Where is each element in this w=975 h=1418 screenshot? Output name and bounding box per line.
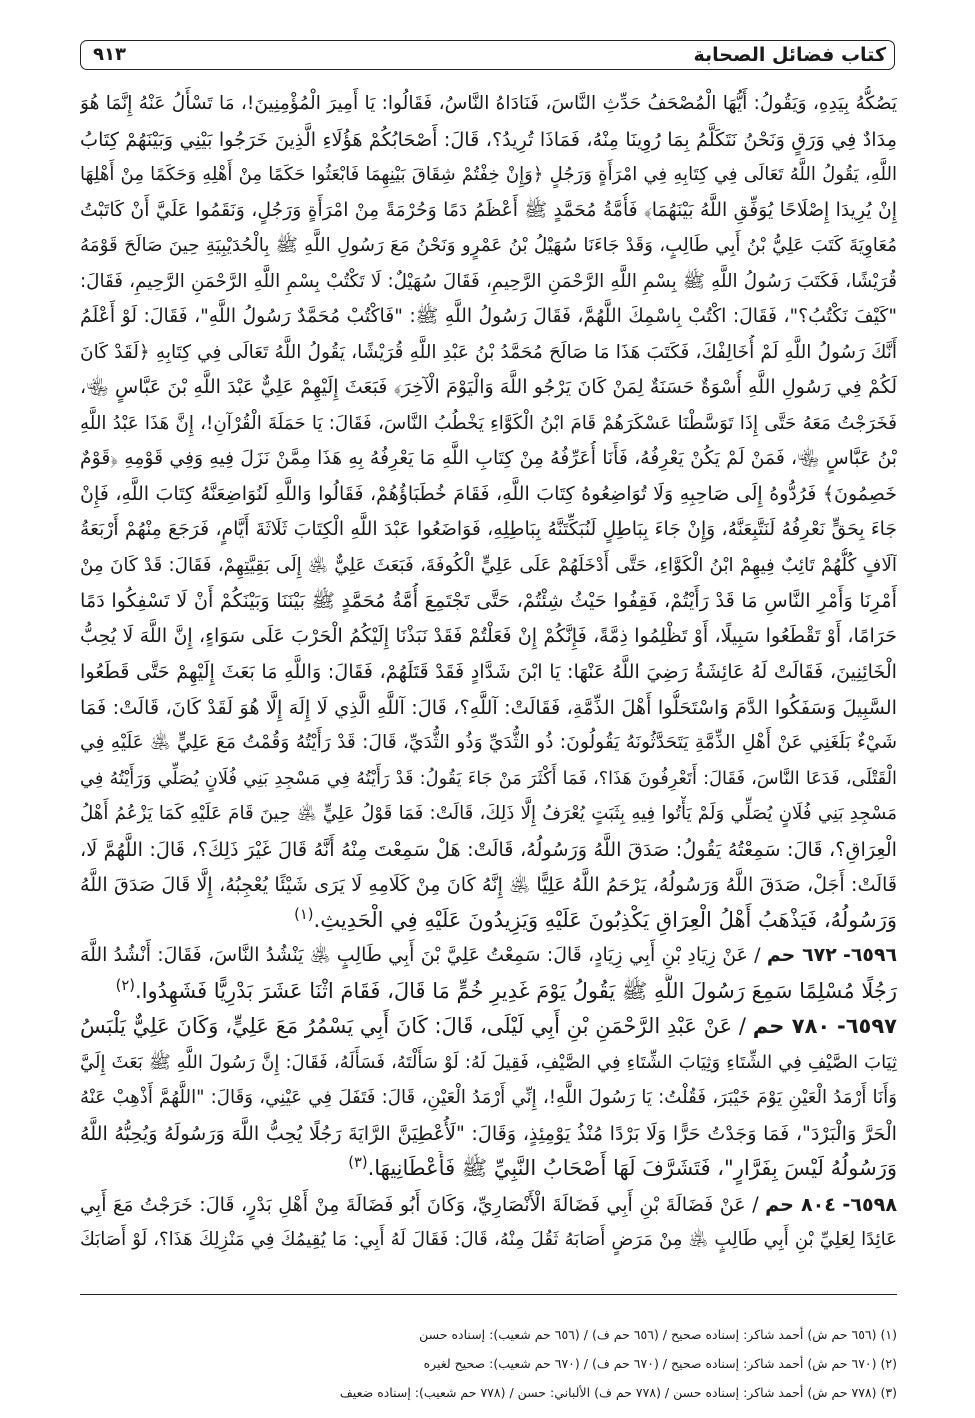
text-line: السَّبِيلَ وَسَفَكُوا الدَّمَ وَاسْتَحَلُّوا أَهْلَ الذِّمَّةِ، فَقَالَتْ: آللَّهِ؟، قَالَ: آللَّهِ الَّذِي لَا إِلَهَ إِلَّا هُوَ لَقَدْ كَانَ، قَالَتْ: فَمَا <box>80 695 897 719</box>
hadith-reference: ٨٠٤ حم <box>765 1192 836 1216</box>
hadith-number: ٦٥٩٨- <box>842 1192 897 1216</box>
text-line <box>80 1009 897 1045</box>
footnote: (٢) (٦٧٠ حم ش) أحمد شاكر: إسناده صحيح / (٦٧٠ حم ف) / (٦٧٠ حم شعيب): صحيح لغيره <box>423 1356 897 1371</box>
text-line: شَيْءٌ بَلَغَنِي عَنْ أَهْلِ الذِّمَّةِ يَتَحَدَّثُونَهُ يَقُولُونَ: ذُو الثُّدَيِّ وَذُو الثُّدَيِّ، قَالَ: قَدْ رَأَيْتُهُ وَقُمْتُ مَعَ عَلِيٍّ ﵁ عَلَيْهِ فِي <box>80 732 897 753</box>
text-line: بْنُ عَبَّاسٍ ﵄، فَمَنْ لَمْ يَكُنْ يَعْرِفُهُ، فَأَنَا أُعَرِّفُهُ مِنْ كِتَابِ اللَّهِ مَا يَعْرِفُهُ بِهِ هَذَا مِمَّنْ نَزَلَ فِيهِ وَفِي قَوْمِهِ ﴿قَوْمٌ <box>80 448 897 469</box>
text-line: مِدَادٌ فِي وَرَقٍ وَنَحْنُ نَتَكَلَّمُ بِمَا رُوِينَا مِنْهُ، فَمَاذَا تُرِيدُ؟، قَالَ: أَصْحَابُكُمْ هَؤُلَاءِ الَّذِينَ خَرَجُوا بَيْنِي وَبَيْنَهُمْ كِتَابُ <box>80 127 897 151</box>
line-text: / عَنْ فَضَالَةَ بْنِ أَبِي فَضَالَةَ الْأَنْصَارِيِّ، وَكَانَ أَبُو فَضَالَةَ مِنْ أَهْلِ بَدْرٍ، قَالَ: خَرَجْتُ مَعَ أَبِي <box>80 1192 759 1216</box>
text-line: مَسْجِدِ بَنِي فُلَانٍ يُصَلِّي وَلَمْ يَأْتُوا فِيهِ بِثَبَتٍ يُعْرَفُ إِلَّا ذَلِكَ، قَالَتْ: فَمَا قَوْلُ عَلِيٍّ ﵁ حِينَ قَامَ عَلَيْهِ كَمَا يَزْعُمُ أَهْلُ <box>80 803 897 824</box>
text-line <box>80 1187 897 1223</box>
text-line: حَرَامًا، أَوْ تَقْطَعُوا سَبِيلًا، أَوْ تَظْلِمُوا ذِمَّةً، فَإِنَّكُمْ إِنْ فَعَلْتُمْ فَقَدْ نَبَذْنَا إِلَيْكُمُ الْحَرْبَ عَلَى سَوَاءٍ، إِنَّ اللَّهَ لَا يُحِبُّ <box>80 624 897 647</box>
book-title: كتاب فضائل الصحابة <box>693 44 886 66</box>
page-number: ٩١٣ <box>93 44 126 65</box>
text-line: يَصُكُّهُ بِيَدِهِ، وَيَقُولُ: أَيُّهَا الْمُصْحَفُ حَدِّثِ النَّاسَ، فَنَادَاهُ النَّاسُ، فَقَالُوا: يَا أَمِيرَ الْمُؤْمِنِينَ!، مَا تَسْأَلُ عَنْهُ إِنَّمَا هُوَ <box>80 93 897 114</box>
text-line: قُرَيْشًا، فَكَتَبَ رَسُولُ اللَّهِ ﷺ بِسْمِ اللَّهِ الرَّحْمَنِ الرَّحِيمِ، فَقَالَ سُهَيْلٌ: لَا تَكْتُبْ بِسْمِ اللَّهِ الرَّحْمَنِ الرَّحِيمِ، فَقَالَ: <box>80 270 897 292</box>
footnote: (١) (٦٥٦ حم ش) أحمد شاكر: إسناده صحيح / (٦٥٦ حم ف) / (٦٥٦ حم شعيب): إسناده حسن <box>419 1327 897 1342</box>
text-line: ثِيَابَ الصَّيْفِ فِي الشِّتَاءِ وَثِيَابَ الشِّتَاءِ فِي الصَّيْفِ، فَقِيلَ لَهُ: لَوْ سَأَلْتَهُ، فَسَأَلَهُ، فَقَالَ: إِنَّ رَسُولَ اللَّهِ ﷺ بَعَثَ إِلَيَّ <box>80 1051 897 1073</box>
text-line: جَاءَ بِحَقٍّ نَعْرِفُهُ لَنَتَّبِعَنَّهُ، وَإِنْ جَاءَ بِبَاطِلٍ لَنُبَكِّتَنَّهُ بِبَاطِلِهِ، فَوَاضَعُوا عَبْدَ اللَّهِ الْكِتَابَ ثَلَاثَةَ أَيَّامٍ، فَرَجَعَ مِنْهُمْ أَرْبَعَةُ <box>80 519 897 540</box>
text-line <box>80 903 897 939</box>
text-line <box>80 938 897 974</box>
line-text: وَرَسُولُهُ، فَيَذْهَبُ أَهْلُ الْعِرَاقِ يَكْذِبُونَ عَلَيْهِ وَيَزِيدُونَ عَلَيْهِ فِي الْحَدِيثِ. <box>313 907 897 932</box>
text-line <box>80 1151 897 1187</box>
hadith-number: ٦٥٩٦- <box>843 944 897 966</box>
text-line: وَأَنَا أَرْمَدُ الْعَيْنِ يَوْمَ خَيْبَرَ، فَقُلْتُ: يَا رَسُولَ اللَّهِ!، إِنِّي أَرْمَدُ الْعَيْنِ، قَالَ: فَتَفَلَ فِي عَيْنِي، وَقَالَ: "اللَّهُمَّ أَذْهِبْ عَنْهُ <box>80 1087 897 1108</box>
text-line: عَائِدًا لِعَلِيِّ بْنِ أَبِي طَالِبٍ ﵁ مِنْ مَرَضٍ أَصَابَهُ ثَقُلَ مِنْهُ، قَالَ: فَقَالَ لَهُ أَبِي: مَا يُقِيمُكَ فِي مَنْزِلِكَ هَذَا؟، لَوْ أَصَابَكَ <box>80 1229 897 1250</box>
footnote-marker: (٢) <box>115 976 135 994</box>
text-line: الْعِرَاقِ؟، قَالَ: سَمِعْتُهُ يَقُولُ: صَدَقَ اللَّهُ وَرَسُولُهُ، قَالَتْ: هَلْ سَمِعْتَ مِنْهُ أَنَّهُ قَالَ غَيْرَ ذَلِكَ؟، قَالَ: اللَّهُمَّ لَا، <box>80 837 897 861</box>
footnote-marker: (١) <box>294 905 314 923</box>
footnote-marker: (٣) <box>348 1154 368 1171</box>
text-line: خَصِمُونَ﴾ فَرُدُّوهُ إِلَى صَاحِبِهِ وَلَا تُوَاضِعُوهُ كِتَابَ اللَّهِ، فَقَامَ خُطَبَاؤُهُمْ، فَقَالُوا وَاللَّهِ لَنُوَاضِعَنَّهُ كِتَابَ اللَّهِ، فَإِنْ <box>80 482 897 505</box>
hadith-number: ٦٥٩٧- <box>836 1014 897 1038</box>
text-line: اللَّهِ، يَقُولُ اللَّهُ تَعَالَى فِي كِتَابِهِ فِي امْرَأَةٍ وَرَجُلٍ ﴿وَإِنْ خِفْتُمْ شِقَاقَ بَيْنِهِمَا فَابْعَثُوا حَكَمًا مِنْ أَهْلِهِ وَحَكَمًا مِنْ أَهْلِهَا <box>80 164 897 185</box>
text-line: إِنْ يُرِيدَا إِصْلَاحًا يُوَفِّقِ اللَّهُ بَيْنَهُمَا﴾ فَأُمَّةُ مُحَمَّدٍ ﷺ أَعْظَمُ دَمًا وَحُرْمَةً مِنْ امْرَأَةٍ وَرَجُلٍ، وَنَقَمُوا عَلَيَّ أَنْ كَاتَبْتُ <box>80 199 897 221</box>
text-line: أَمْرِنَا وَأَمْرِ النَّاسِ مَا قَدْ رَأَيْتُمْ، فَقِفُوا حَيْثُ شِئْتُمْ، حَتَّى تَجْتَمِعَ أُمَّةُ مُحَمَّدٍ ﷺ بَيْنَنَا وَبَيْنَكُمْ أَنْ لَا تَسْفِكُوا دَمًا <box>80 589 897 612</box>
text-line: الْقَتْلَى، فَدَعَا النَّاسَ، فَقَالَ: أَتَعْرِفُونَ هَذَا؟، فَمَا أَكْثَرَ مَنْ جَاءَ يَقُولُ: قَدْ رَأَيْتُهُ فِي مَسْجِدِ بَنِي فُلَانٍ يُصَلِّي وَرَأَيْتُهُ فِي <box>80 767 897 789</box>
text-line: قَالَتْ: أَجَلْ، صَدَقَ اللَّهُ وَرَسُولُهُ، يَرْحَمُ اللَّهُ عَلِيًّا ﵁ إِنَّهُ كَانَ مِنْ كَلَامِهِ لَا يَرَى شَيْئًا يُعْجِبُهُ، إِلَّا قَالَ صَدَقَ اللَّهُ <box>80 873 897 896</box>
text-line <box>80 974 897 1010</box>
text-line: لَكُمْ فِي رَسُولِ اللَّهِ أُسْوَةٌ حَسَنَةٌ لِمَنْ كَانَ يَرْجُو اللَّهَ وَالْيَوْمَ الْآخِرَ﴾ فَبَعَثَ إِلَيْهِمْ عَلِيٌّ عَبْدَ اللَّهِ بْنَ عَبَّاسٍ ﵄، <box>80 376 897 398</box>
line-text: / عَنْ عَبْدِ الرَّحْمَنِ بْنِ أَبِي لَيْلَى، قَالَ: كَانَ أَبِي يَسْمُرُ مَعَ عَلِيٍّ، وَكَانَ عَلِيٌّ يَلْبَسُ <box>80 1014 746 1038</box>
line-text: وَرَسُولُهُ لَيْسَ بِفَرَّارٍ"، فَتَشَرَّفَ لَهَا أَصْحَابُ النَّبِيِّ ﷺ فَأَعْطَانِيهَا. <box>367 1156 897 1180</box>
line-text: / عَنْ زِيَادِ بْنِ أَبِي زِيَادٍ، قَالَ: سَمِعْتُ عَلِيَّ بْنَ أَبِي طَالِبٍ ﵁ يَنْشُدُ النَّاسَ، فَقَالَ: أَنْشُدُ اللَّهَ <box>80 944 761 966</box>
text-line: أَنَّكَ رَسُولُ اللَّهِ لَمْ أُخَالِفْكَ، فَكَتَبَ هَذَا مَا صَالَحَ مُحَمَّدُ بْنُ عَبْدِ اللَّهِ قُرَيْشًا، يَقُولُ اللَّهُ تَعَالَى فِي كِتَابِهِ ﴿لَقَدْ كَانَ <box>80 341 897 363</box>
text-line: الْخَائِنِينَ، فَقَالَتْ لَهُ عَائِشَةُ رَضِيَ اللَّهُ عَنْهَا: يَا ابْنَ شَدَّادٍ فَقَدْ قَتَلَهُمْ، فَقَالَ: وَاللَّهِ مَا بَعَثَ إِلَيْهِمْ حَتَّى قَطَعُوا <box>80 660 897 683</box>
hadith-reference: ٧٨٠ حم <box>752 1014 831 1038</box>
footnotes <box>80 1320 897 1407</box>
footnote: (٣) (٧٧٨ حم ش) أحمد شاكر: إسناده حسن / (٧٧٨ حم ف) الألباني: حسن / (٧٧٨ حم شعيب): إسناده ضعيف <box>339 1385 897 1400</box>
text-line: مُعَاوِيَةَ كَتَبَ عَلِيُّ بْنُ أَبِي طَالِبٍ، وَقَدْ جَاءَنَا سُهَيْلُ بْنُ عَمْرٍو وَنَحْنُ مَعَ رَسُولِ اللَّهِ ﷺ بِالْحُدَيْبِيَةِ حِينَ صَالَحَ قَوْمَهُ <box>80 235 897 256</box>
text-line: الْحَرَّ وَالْبَرْدَ"، فَمَا وَجَدْتُ حَرًّا وَلَا بَرْدًا مُنْذُ يَوْمِئِذٍ، وَقَالَ: "لَأُعْطِيَنَّ الرَّايَةَ رَجُلًا يُحِبُّ اللَّهَ وَرَسُولَهُ وَيُحِبُّهُ اللَّهُ <box>80 1121 897 1145</box>
hadith-reference: ٦٧٢ حم <box>766 944 837 966</box>
text-line: آلَافٍ كُلُّهُمْ تَائِبٌ فِيهِمْ ابْنُ الْكَوَّاءِ، حَتَّى أَدْخَلَهُمْ عَلَى عَلِيٍّ الْكُوفَةَ، فَبَعَثَ عَلِيٌّ ﵁ إِلَى بَقِيَّتِهِمْ، فَقَالَ: قَدْ كَانَ مِنْ <box>80 554 897 576</box>
footnote-separator <box>80 1294 897 1295</box>
line-text: رَجُلًا مُسْلِمًا سَمِعَ رَسُولَ اللَّهِ ﷺ يَقُولُ يَوْمَ غَدِيرِ خُمٍّ مَا قَالَ، فَقَامَ اثْنَا عَشَرَ بَدْرِيًّا فَشَهِدُوا. <box>135 978 897 1003</box>
body-text <box>80 86 897 1258</box>
page-header <box>80 40 895 70</box>
text-line: فَخَرَجْتُ مَعَهُ حَتَّى إِذَا تَوَسَّطْنَا عَسْكَرَهُمْ قَامَ ابْنُ الْكَوَّاءِ يَخْطُبُ النَّاسَ، فَقَالَ: يَا حَمَلَةَ الْقُرْآنِ!، إِنَّ هَذَا عَبْدُ اللَّهِ <box>80 412 897 434</box>
text-line: "كَيْفَ نَكْتُبُ؟"، فَقَالَ: اكْتُبْ بِاسْمِكَ اللَّهُمَّ، فَقَالَ رَسُولُ اللَّهِ ﷺ: "فَاكْتُبْ مُحَمَّدٌ رَسُولُ اللَّهِ"، فَقَالَ: لَوْ أَعْلَمُ <box>80 306 897 327</box>
